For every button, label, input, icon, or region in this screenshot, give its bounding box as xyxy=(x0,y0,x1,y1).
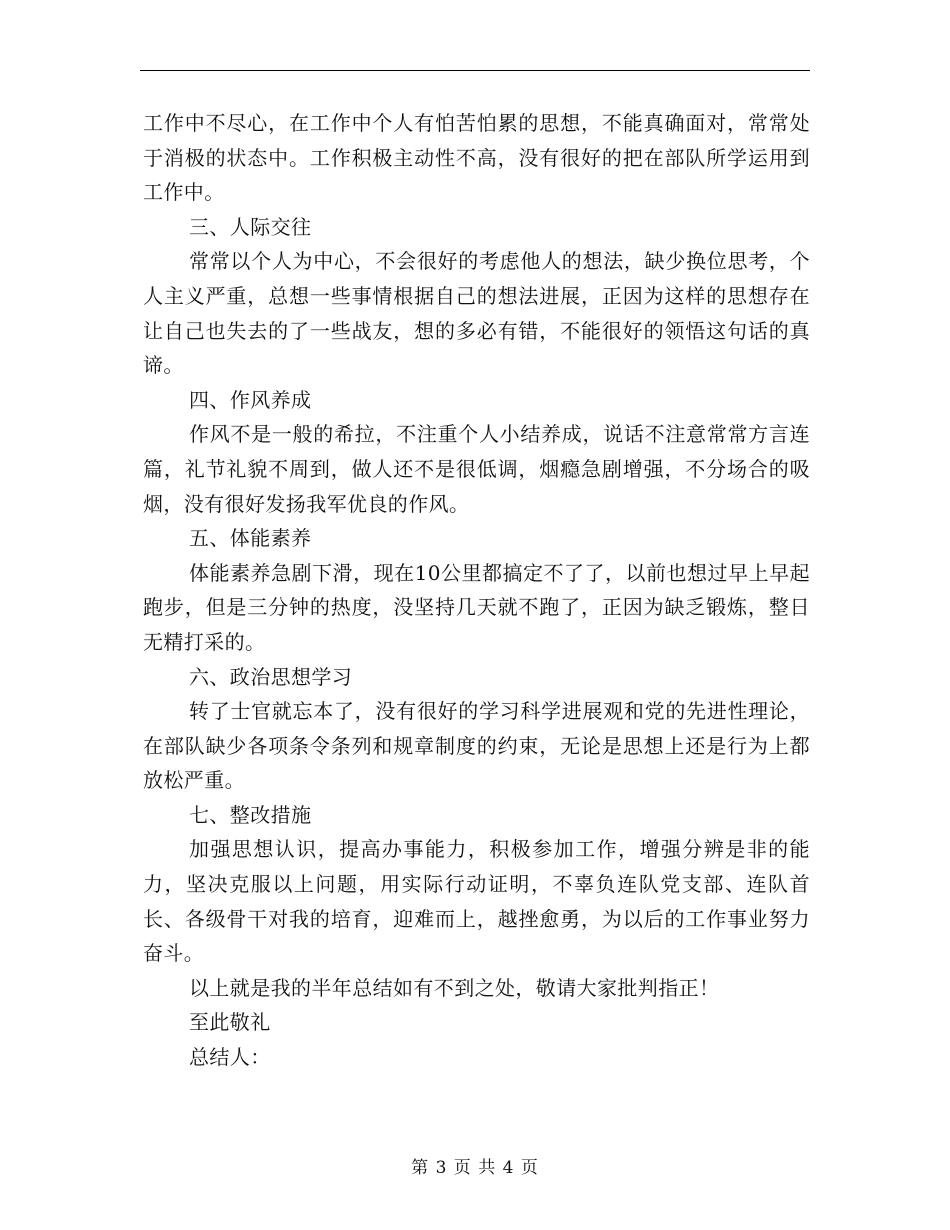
section-heading-conduct: 四、作风养成 xyxy=(189,387,312,412)
paragraph-closing: 以上就是我的半年总结如有不到之处，敬请大家批判指正！ xyxy=(189,975,720,1000)
header-rule xyxy=(140,70,810,71)
document-body xyxy=(143,106,810,1075)
paragraph-measures: 加强思想认识，提高办事能力，积极参加工作，增强分辨是非的能力，坚决克服以上问题，用实际行动证明，不辜负连队党支部、连队首长、各级骨干对我的培育，迎难而上，越挫愈勇，为以后的工作事业努力奋斗。 xyxy=(143,837,810,966)
paragraph-conduct: 作风不是一般的希拉，不注重个人小结养成，说话不注意常常方言连篇，礼节礼貌不周到，做人还不是很低调，烟瘾急剧增强，不分场合的吸烟，没有很好发扬我军优良的作风。 xyxy=(143,422,810,516)
paragraph-political-study: 转了士官就忘本了，没有很好的学习科学进展观和党的先进性理论，在部队缺少各项条令条列和规章制度的约束，无论是思想上还是行为上都放松严重。 xyxy=(143,699,810,793)
section-heading-measures: 七、整改措施 xyxy=(189,802,312,827)
section-heading-fitness: 五、体能素养 xyxy=(189,526,312,551)
paragraph-signature: 总结人： xyxy=(189,1045,271,1070)
section-heading-interpersonal: 三、人际交往 xyxy=(189,214,312,239)
page-number: 第 3 页 共 4 页 xyxy=(411,1158,539,1178)
paragraph-interpersonal: 常常以个人为中心，不会很好的考虑他人的想法，缺少换位思考，个人主义严重，总想一些事情根据自己的想法进展，正因为这样的思想存在让自己也失去的了一些战友，想的多必有错，不能很好的领悟这句话的真谛。 xyxy=(143,249,810,378)
section-heading-political-study: 六、政治思想学习 xyxy=(189,664,353,689)
paragraph-continuation: 工作中不尽心，在工作中个人有怕苦怕累的思想，不能真确面对，常常处于消极的状态中。工作积极主动性不高，没有很好的把在部队所学运用到工作中。 xyxy=(143,111,810,205)
paragraph-salutation: 至此敬礼 xyxy=(189,1010,271,1035)
paragraph-fitness: 体能素养急剧下滑，现在10公里都搞定不了了，以前也想过早上早起跑步，但是三分钟的热度，没坚持几天就不跑了，正因为缺乏锻炼，整日无精打采的。 xyxy=(143,560,810,654)
